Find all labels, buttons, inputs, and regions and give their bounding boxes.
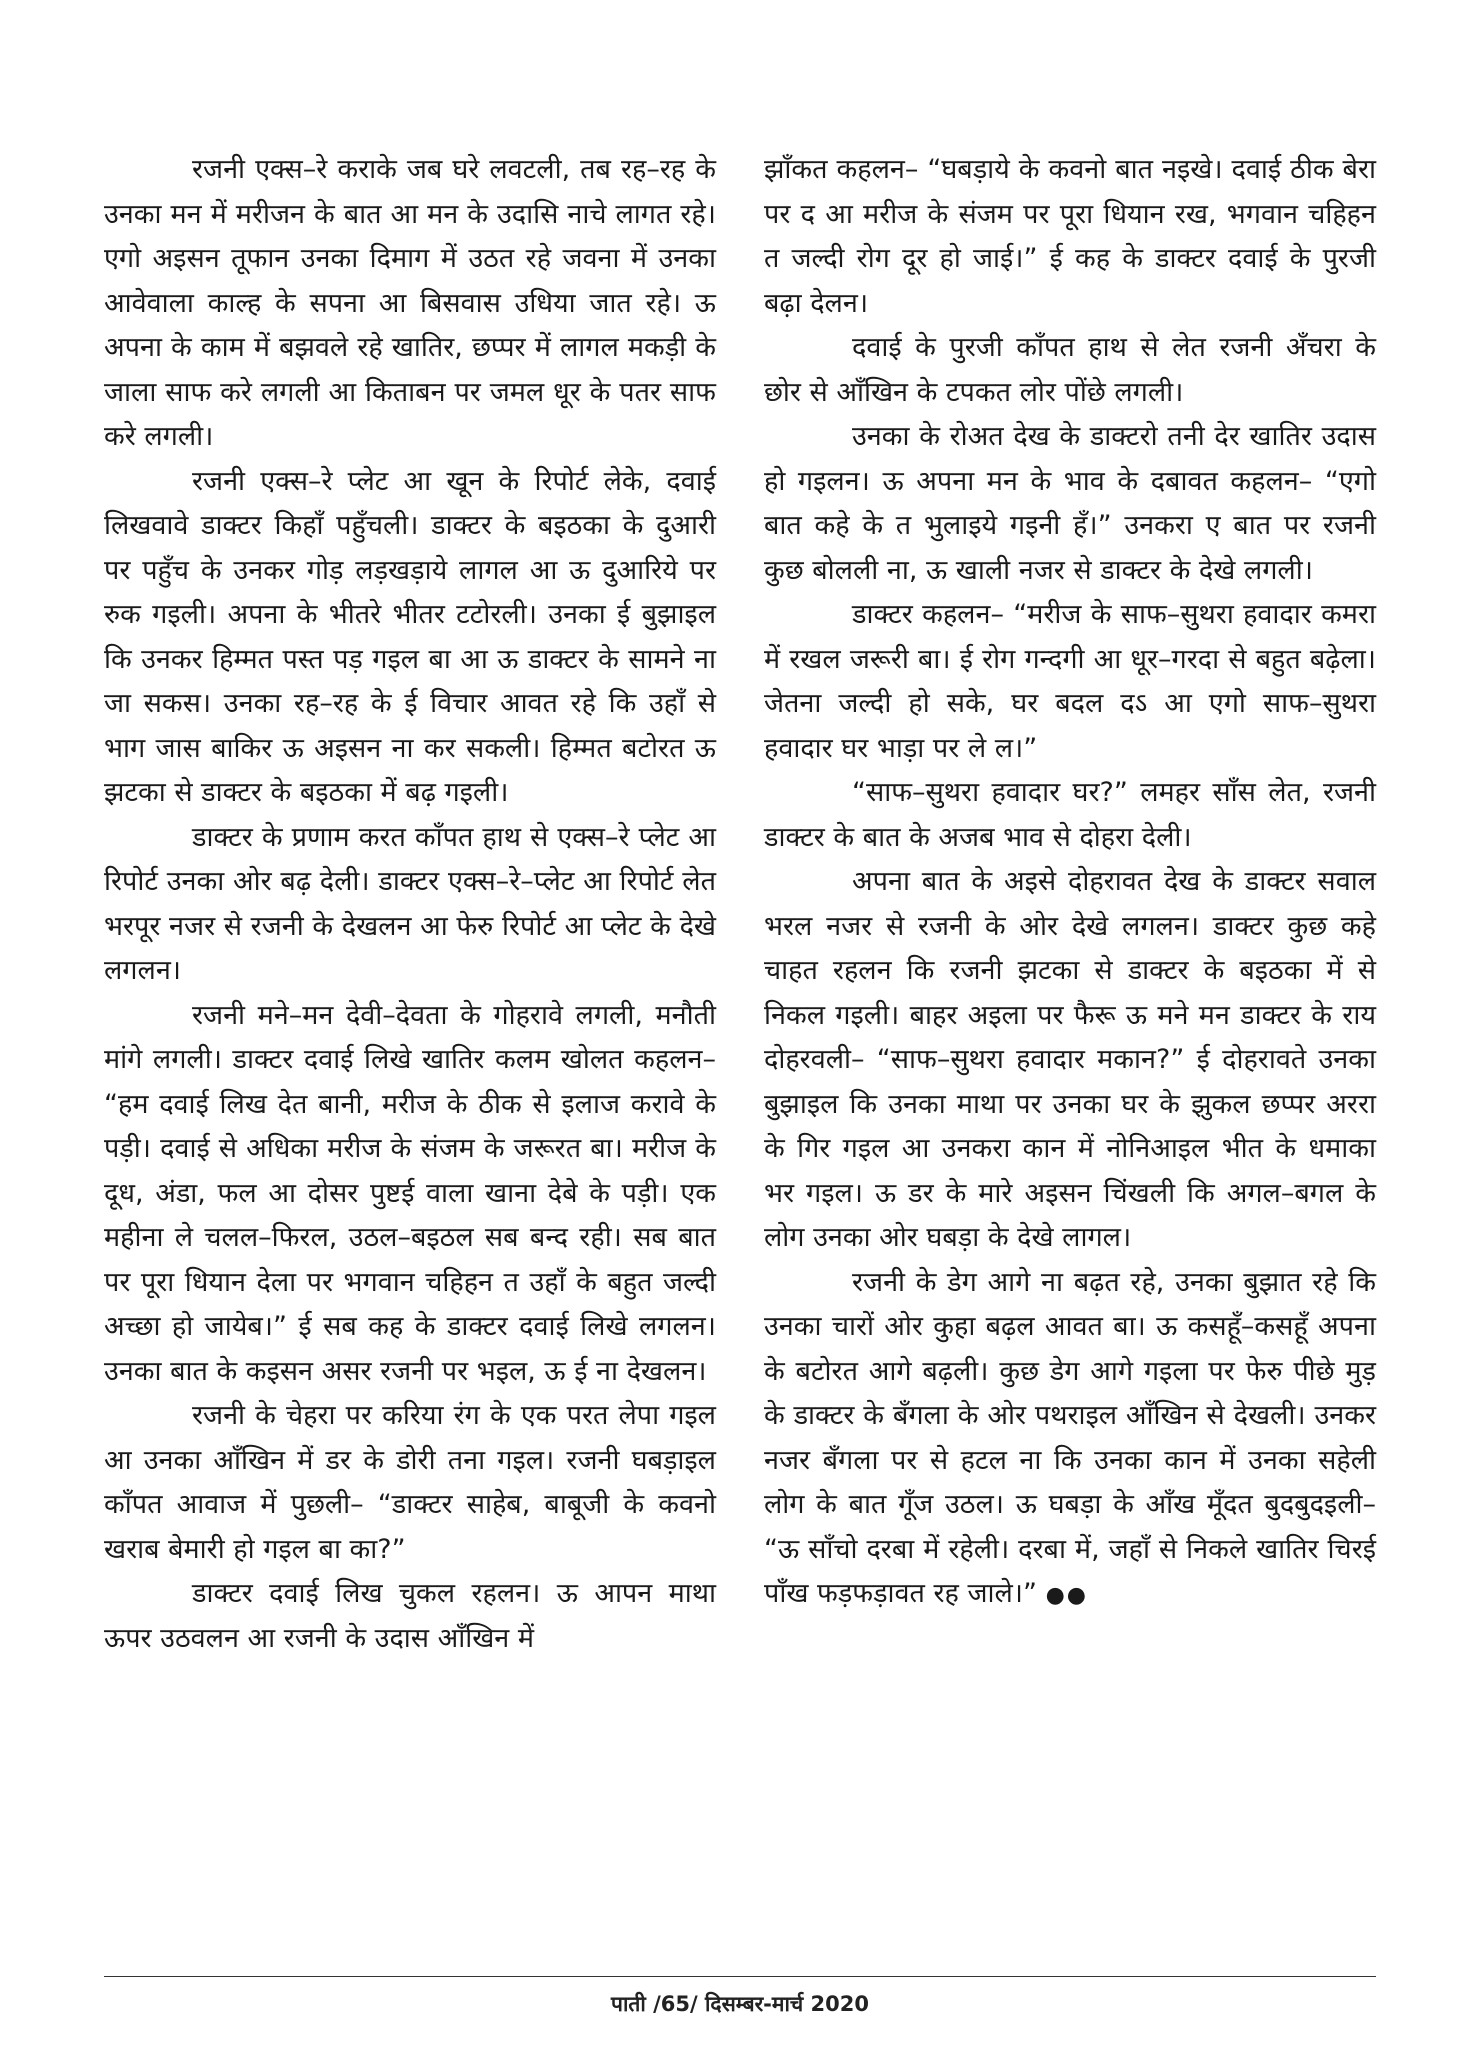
paragraph-final [764, 1261, 1376, 1619]
footer-divider [104, 1976, 1376, 1977]
paragraph: रजनी मने–मन देवी–देवता के गोहरावे लगली, मनौती मांगे लगली। डाक्टर दवाई लिखे खातिर कलम खोलत कहलन– “हम दवाई लिख देत बानी, मरीज के ठीक से इलाज करावे के पड़ी। दवाई से अधिका मरीज के संजम के जरूरत बा। मरीज के दूध, अंडा, फल आ दोसर पुष्टई वाला खाना देबे के पड़ी। एक महीना ले चलल–फिरल, उठल–बइठल सब बन्द रही। सब बात पर पूरा धियान देला पर भगवान चहिहन त उहाँ के बहुत जल्दी अच्छा हो जायेब।” ई सब कह के डाक्टर दवाई लिखे लगलन। उनका बात के कइसन असर रजनी पर भइल, ऊ ई ना देखलन। [104, 999, 716, 1387]
paragraph: “साफ–सुथरा हवादार घर?” लमहर साँस लेत, रजनी डाक्टर के बात के अजब भाव से दोहरा देली। [764, 777, 1376, 853]
paragraph: दवाई के पुरजी काँपत हाथ से लेत रजनी अँचरा के छोर से आँखिन के टपकत लोर पोंछे लगली। [764, 332, 1376, 408]
paragraph: डाक्टर दवाई लिख चुकल रहलन। ऊ आपन माथा ऊपर उठवलन आ रजनी के उदास आँखिन में [104, 1578, 716, 1654]
paragraph: अपना बात के अइसे दोहरावत देख के डाक्टर सवाल भरल नजर से रजनी के ओर देखे लगलन। डाक्टर कुछ कहे चाहत रहलन कि रजनी झटका से डाक्टर के बइठका में से निकल गइली। बाहर अइला पर फैरू ऊ मने मन डाक्टर के राय दोहरवली– “साफ–सुथरा हवादार मकान?” ई दोहरावते उनका बुझाइल कि उनका माथा पर उनका घर के झुकल छप्पर अररा के गिर गइल आ उनकरा कान में नोनिआइल भीत के धमाका भर गइल। ऊ डर के मारे अइसन चिंखली कि अगल–बगल के लोग उनका ओर घबड़ा के देखे लागल। [764, 866, 1376, 1253]
paragraph: उनका के रोअत देख के डाक्टरो तनी देर खातिर उदास हो गइलन। ऊ अपना मन के भाव के दबावत कहलन– “एगो बात कहे के त भुलाइये गइनी हँ।” उनकरा ए बात पर रजनी कुछ बोलली ना, ऊ खाली नजर से डाक्टर के देखे लगली। [764, 421, 1376, 586]
paragraph: डाक्टर के प्रणाम करत काँपत हाथ से एक्स–रे प्लेट आ रिपोर्ट उनका ओर बढ़ देली। डाक्टर एक्स–रे–प्लेट आ रिपोर्ट लेत भरपूर नजर से रजनी के देखलन आ फेरु रिपोर्ट आ प्लेट के देखे लगलन। [104, 821, 716, 986]
paragraph-continued: झाँकत कहलन– “घबड़ाये के कवनो बात नइखे। दवाई ठीक बेरा पर द आ मरीज के संजम पर पूरा धियान रख, भगवान चहिहन त जल्दी रोग दूर हो जाई।” ई कह के डाक्टर दवाई के पुरजी बढ़ा देलन। [764, 154, 1376, 319]
paragraph: डाक्टर कहलन– “मरीज के साफ–सुथरा हवादार कमरा में रखल जरूरी बा। ई रोग गन्दगी आ धूर–गरदा से बहुत बढ़ेला। जेतना जल्दी हो सके, घर बदल दऽ आ एगो साफ–सुथरा हवादार घर भाड़ा पर ले ल।” [764, 599, 1376, 764]
paragraph: रजनी एक्स–रे कराके जब घरे लवटली, तब रह–रह के उनका मन में मरीजन के बात आ मन के उदासि नाचे लागत रहे। एगो अइसन तूफान उनका दिमाग में उठत रहे जवना में उनका आवेवाला काल्ह के सपना आ बिसवास उधिया जात रहे। ऊ अपना के काम में बझवले रहे खातिर, छप्पर में लागल मकड़ी के जाला साफ करे लगली आ किताबन पर जमल धूर के पतर साफ करे लगली। [104, 154, 716, 452]
end-of-story-mark: ●● [1045, 1583, 1089, 1608]
final-paragraph-text: रजनी के डेग आगे ना बढ़त रहे, उनका बुझात रहे कि उनका चारों ओर कुहा बढ़ल आवत बा। ऊ कसहूँ–कसहूँ अपना के बटोरत आगे बढ़ली। कुछ डेग आगे गइला पर फेरु पीछे मुड़ के डाक्टर के बँगला के ओर पथराइल आँखिन से देखली। उनकर नजर बँगला पर से हटल ना कि उनका कान में उनका सहेली लोग के बात गूँज उठल। ऊ घबड़ा के आँख मूँदत बुदबुदइली– “ऊ साँचो दरबा में रहेली। दरबा में, जहाँ से निकले खातिर चिरई पाँख फड़फड़ावत रह जाले।” [764, 1266, 1376, 1609]
right-text-column [764, 148, 1376, 1619]
paragraph: रजनी के चेहरा पर करिया रंग के एक परत लेपा गइल आ उनका आँखिन में डर के डोरी तना गइल। रजनी घबड़ाइल काँपत आवाज में पुछली– “डाक्टर साहेब, बाबूजी के कवनो खराब बेमारी हो गइल बा का?” [104, 1400, 716, 1565]
paragraph: रजनी एक्स–रे प्लेट आ खून के रिपोर्ट लेके, दवाई लिखवावे डाक्टर किहाँ पहुँचली। डाक्टर के बइठका के दुआरी पर पहुँच के उनकर गोड़ लड़खड़ाये लागल आ ऊ दुआरिये पर रुक गइली। अपना के भीतरे भीतर टटोरली। उनका ई बुझाइल कि उनकर हिम्मत पस्त पड़ गइल बा आ ऊ डाक्टर के सामने ना जा सकस। उनका रह–रह के ई विचार आवत रहे कि उहाँ से भाग जास बाकिर ऊ अइसन ना कर सकली। हिम्मत बटोरत ऊ झटका से डाक्टर के बइठका में बढ़ गइली। [104, 465, 716, 808]
page-footer: पाती /65/ दिसम्बर-मार्च 2020 [611, 1992, 869, 2016]
left-text-column [104, 148, 716, 1661]
